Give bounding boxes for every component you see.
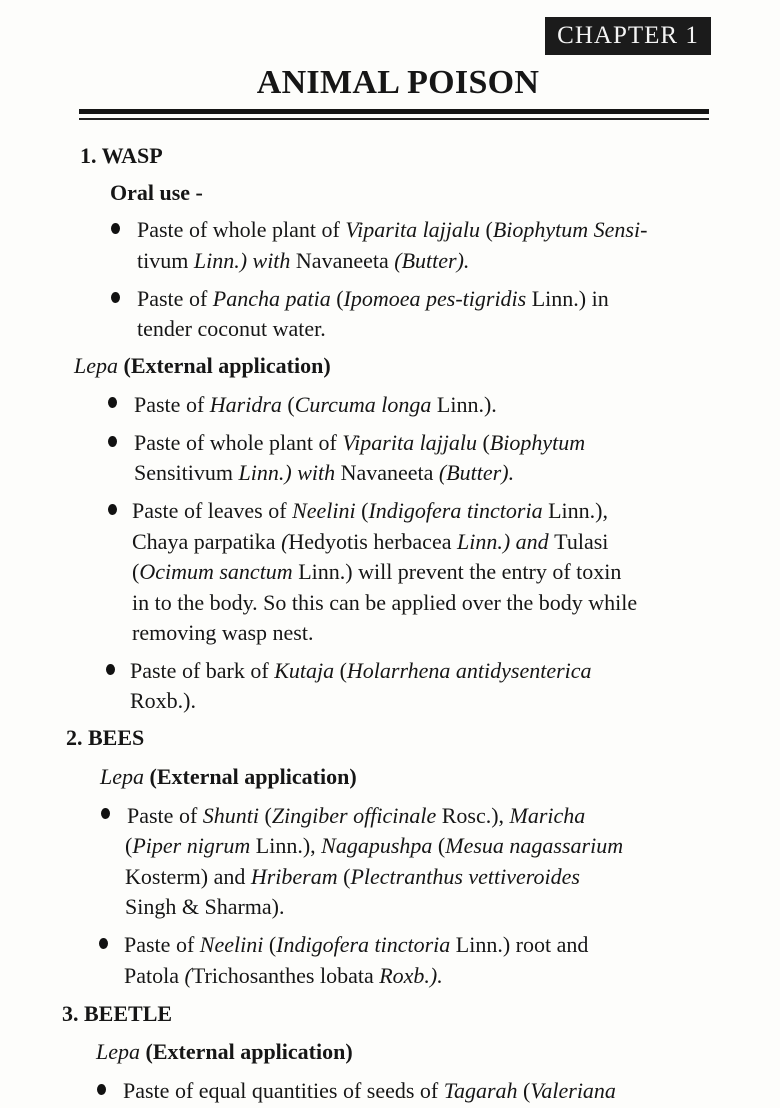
- text-run: (: [477, 430, 490, 455]
- text-run: (: [334, 658, 347, 683]
- list-item-line: [132, 496, 608, 527]
- list-item-line: [125, 862, 580, 893]
- bullet-icon: [97, 1084, 106, 1095]
- lepa-label: (External application): [145, 1039, 353, 1064]
- text-run: (: [337, 864, 351, 889]
- page-title: ANIMAL POISON: [256, 64, 540, 101]
- bullet-icon: [108, 436, 117, 447]
- text-run: (: [281, 392, 295, 417]
- list-item-line: [130, 656, 592, 687]
- subsection-label-oral-use: Oral use -: [110, 180, 203, 205]
- list-item-line: [124, 930, 588, 961]
- lepa-italic: Lepa: [100, 764, 144, 789]
- bullet-icon: [111, 223, 120, 234]
- text-run: Tulasi: [554, 529, 609, 554]
- italic-term: (Butter).: [388, 248, 470, 273]
- text-run: (: [132, 559, 140, 584]
- text-run: Singh & Sharma).: [125, 894, 285, 919]
- italic-term: (: [179, 963, 192, 988]
- list-item-line: [124, 961, 443, 992]
- italic-term: Nagapushpa: [321, 833, 433, 858]
- text-run: (: [432, 833, 446, 858]
- chapter-label-text: CHAPTER 1: [557, 22, 699, 49]
- list-item-line: [127, 801, 585, 832]
- text-run: Navaneeta: [340, 460, 434, 485]
- italic-term: Indigofera tinctoria: [276, 932, 451, 957]
- bullet-icon: [106, 664, 115, 675]
- italic-term: Plectranthus vettiveroides: [350, 864, 580, 889]
- text-run: Paste of whole plant of: [134, 430, 343, 455]
- italic-term: Linn.) with: [188, 248, 296, 273]
- bullet-icon: [108, 504, 117, 515]
- text-run: Paste of whole plant of: [137, 217, 346, 242]
- italic-term: Curcuma longa: [294, 392, 432, 417]
- text-run: in to the body. So this can be applied over the body while: [132, 590, 638, 615]
- italic-term: Valeriana: [530, 1078, 616, 1103]
- section-heading-wasp: 1. WASP: [80, 143, 163, 168]
- list-item-line: [137, 215, 647, 246]
- list-item-line: [125, 831, 623, 862]
- text-run: Paste of leaves of: [132, 498, 293, 523]
- bullet-icon: [108, 397, 117, 408]
- text-run: Paste of: [134, 392, 210, 417]
- text-run: (: [480, 217, 493, 242]
- italic-term: Piper nigrum: [132, 833, 251, 858]
- list-item-line: [134, 390, 497, 421]
- text-run: Rosc.),: [436, 803, 510, 828]
- italic-term: Neelini: [199, 932, 264, 957]
- text-run: (: [517, 1078, 531, 1103]
- text-run: Paste of: [124, 932, 200, 957]
- text-run: Kosterm) and: [125, 864, 251, 889]
- italic-term: Kutaja: [274, 658, 335, 683]
- italic-term: Zingiber officinale: [271, 803, 437, 828]
- text-run: Linn.) in: [526, 286, 609, 311]
- italic-term: (Butter).: [433, 460, 515, 485]
- italic-term: Viparita lajjalu: [345, 217, 481, 242]
- italic-term: Ocimum sanctum: [139, 559, 293, 584]
- list-item-line: [130, 686, 196, 717]
- text-run: Paste of equal quantities of seeds of: [123, 1078, 444, 1103]
- italic-term: Linn.) with: [233, 460, 341, 485]
- list-item-line: [132, 618, 313, 649]
- text-run: removing wasp nest.: [132, 620, 314, 645]
- lepa-italic: Lepa: [74, 353, 118, 378]
- text-run: Linn.),: [542, 498, 608, 523]
- italic-term: Holarrhena antidysenterica: [346, 658, 592, 683]
- list-item-line: [132, 588, 637, 619]
- italic-term: Hriberam: [250, 864, 338, 889]
- list-item-line: [137, 314, 326, 345]
- text-run: Patola: [124, 963, 179, 988]
- lepa-label: (External application): [149, 764, 357, 789]
- subsection-label-lepa: [96, 1039, 353, 1065]
- italic-term: Biophytum: [489, 430, 586, 455]
- text-run: Navaneeta: [295, 248, 389, 273]
- text-run: Trichosanthes lobata: [191, 963, 374, 988]
- subsection-label-lepa: [100, 764, 357, 790]
- list-item-line: [132, 527, 608, 558]
- section-heading-beetle: 3. BEETLE: [62, 1001, 173, 1026]
- text-run: (: [355, 498, 369, 523]
- text-run: (: [259, 803, 272, 828]
- text-run: Chaya parpatika: [132, 529, 276, 554]
- italic-term: Linn.) and: [451, 529, 555, 554]
- italic-term: Mesua nagassarium: [445, 833, 624, 858]
- bullet-icon: [99, 938, 108, 949]
- list-item-line: [134, 428, 585, 459]
- italic-term: Ipomoea pes-tigridis: [343, 286, 527, 311]
- text-run: Paste of: [127, 803, 203, 828]
- text-run: tender coconut water.: [137, 316, 326, 341]
- text-run: (: [263, 932, 277, 957]
- lepa-italic: Lepa: [96, 1039, 140, 1064]
- list-item-line: [137, 284, 609, 315]
- bullet-icon: [101, 808, 110, 819]
- text-run: (: [330, 286, 344, 311]
- subsection-label-lepa: [74, 353, 331, 379]
- italic-term: Shunti: [202, 803, 259, 828]
- text-run: Hedyotis herbacea: [288, 529, 452, 554]
- italic-term: Viparita lajjalu: [342, 430, 478, 455]
- list-item-line: [137, 246, 469, 277]
- lepa-label: (External application): [123, 353, 331, 378]
- text-run: tivum: [137, 248, 189, 273]
- bullet-icon: [111, 292, 120, 303]
- text-run: Linn.),: [250, 833, 322, 858]
- italic-term: Biophytum Sensi-: [492, 217, 648, 242]
- italic-term: Roxb.).: [373, 963, 443, 988]
- text-run: Linn.) will prevent the entry of toxin: [292, 559, 622, 584]
- text-run: Linn.).: [431, 392, 497, 417]
- italic-term: Indigofera tinctoria: [368, 498, 543, 523]
- title-rule-thick: [79, 109, 709, 114]
- section-heading-bees: 2. BEES: [66, 725, 145, 750]
- list-item-line: [134, 458, 514, 489]
- list-item-line: [132, 557, 621, 588]
- italic-term: (: [275, 529, 289, 554]
- text-run: (: [125, 833, 133, 858]
- italic-term: Pancha patia: [212, 286, 331, 311]
- text-run: Sensitivum: [134, 460, 234, 485]
- chapter-label: [545, 17, 711, 55]
- italic-term: Haridra: [209, 392, 282, 417]
- italic-term: Neelini: [292, 498, 356, 523]
- text-run: Paste of: [137, 286, 213, 311]
- list-item-line: [123, 1076, 616, 1107]
- italic-term: Tagarah: [443, 1078, 518, 1103]
- list-item-line: [125, 892, 285, 923]
- text-run: Paste of bark of: [130, 658, 275, 683]
- text-run: Roxb.).: [130, 688, 196, 713]
- italic-term: Maricha: [509, 803, 586, 828]
- text-run: Linn.) root and: [450, 932, 589, 957]
- title-rule-thin: [79, 118, 709, 120]
